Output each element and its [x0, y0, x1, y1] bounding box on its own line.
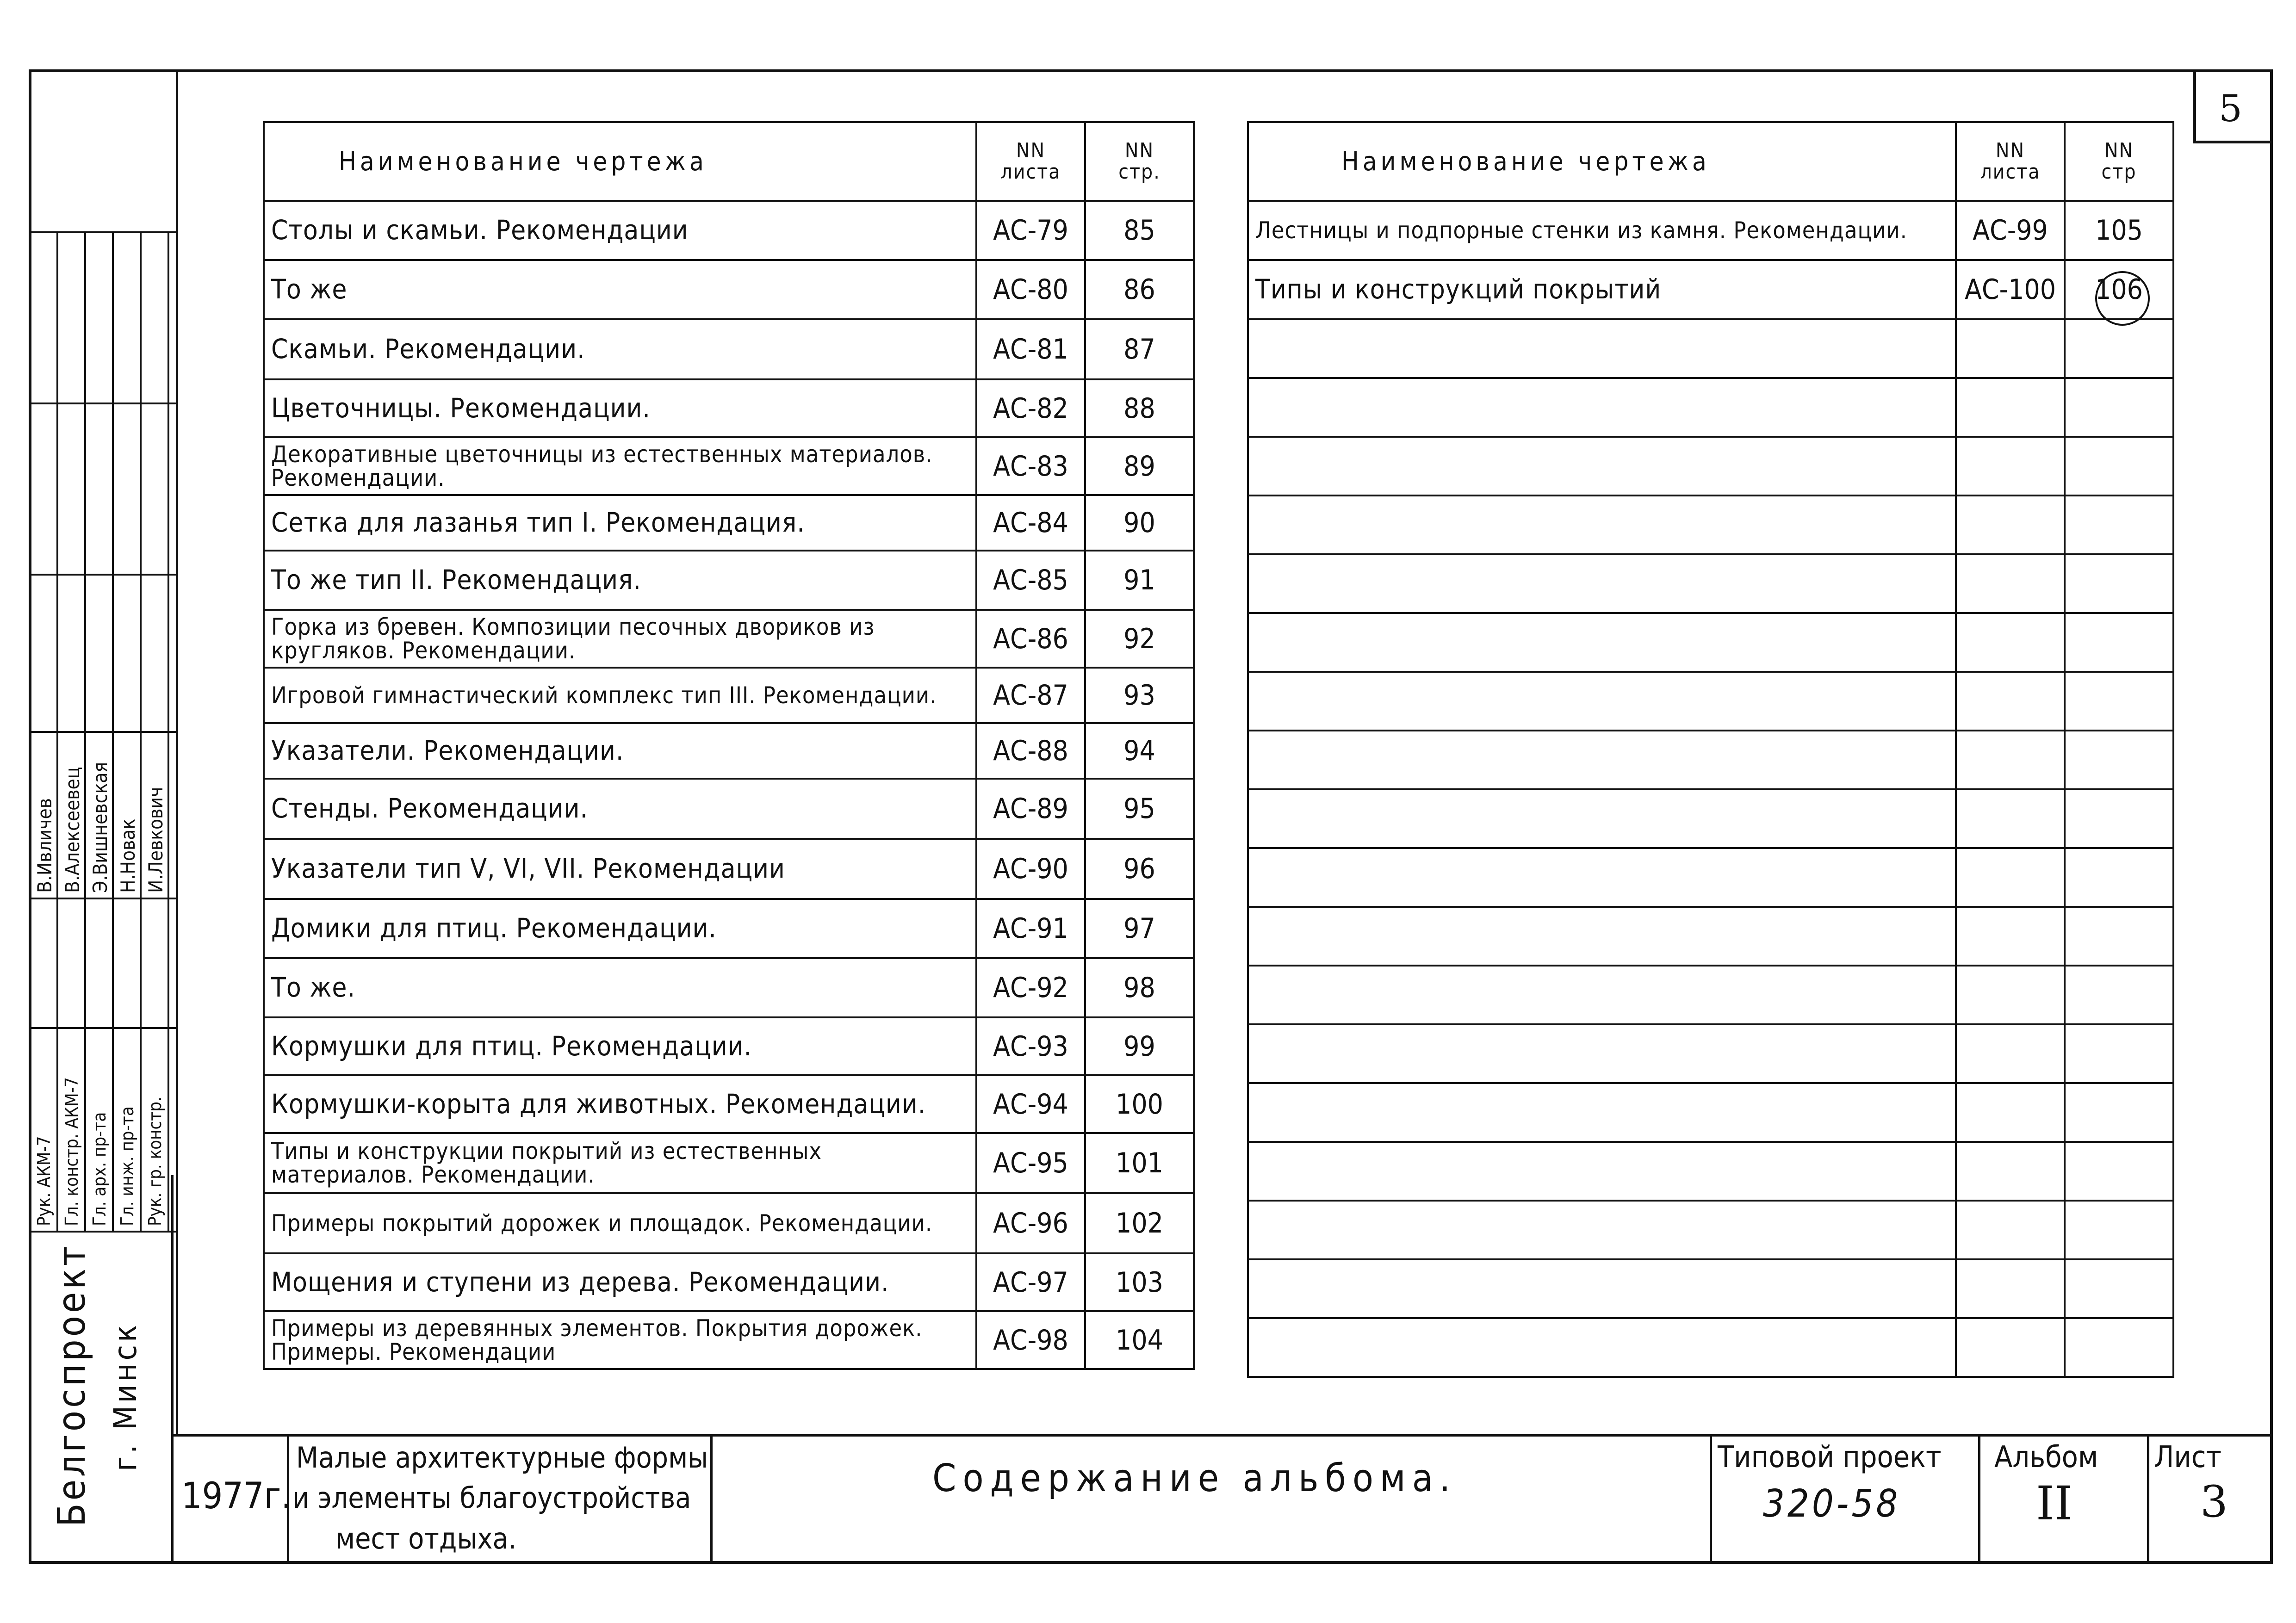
sheet-corner-number: 5	[2219, 87, 2242, 130]
table-row	[264, 1075, 1194, 1133]
approval-row-line	[29, 1231, 176, 1233]
organization-name: Белгоспроект	[50, 1243, 94, 1527]
page-number-cell: 91	[1085, 551, 1194, 610]
sheet-number-cell: АС-80	[976, 260, 1085, 319]
empty-cell	[1956, 496, 2065, 554]
empty-table-row	[1248, 731, 2173, 789]
empty-cell	[2065, 672, 2173, 731]
page-number-cell: 88	[1085, 379, 1194, 437]
empty-cell	[2065, 848, 2173, 907]
approval-row-line	[29, 898, 176, 899]
sheet-number-cell: АС-96	[976, 1193, 1085, 1253]
page-number-cell: 86	[1085, 260, 1194, 319]
empty-cell	[1956, 554, 2065, 613]
sheet-number-cell: АС-99	[1956, 201, 2065, 260]
table-row	[264, 723, 1194, 779]
empty-cell	[2065, 496, 2173, 554]
signature-name: Н.Новак	[117, 818, 139, 893]
empty-cell	[2065, 1024, 2173, 1083]
page-number-cell: 97	[1085, 899, 1194, 958]
sheet-number-cell: АС-81	[976, 319, 1085, 379]
signature-role: Рук. АКМ-7	[34, 1136, 54, 1226]
sheet-label: Лист	[2154, 1440, 2222, 1474]
sheet-number-cell: АС-86	[976, 610, 1085, 668]
table-row	[264, 1253, 1194, 1311]
album-number: II	[2036, 1476, 2073, 1530]
title-block-divider	[1710, 1434, 1712, 1564]
drawing-name: Примеры покрытий дорожек и площадок. Рекомендации.	[264, 1193, 976, 1253]
sheet-number-cell: АС-97	[976, 1253, 1085, 1311]
empty-table-row	[1248, 848, 2173, 907]
drawing-name: Примеры из деревянных элементов. Покрытия дорожек. Примеры. Рекомендации	[264, 1311, 976, 1369]
page-number-cell: 85	[1085, 201, 1194, 260]
page-number-cell: 99	[1085, 1017, 1194, 1075]
city-name: г. Минск	[107, 1322, 144, 1471]
standard-project-number: 320-58	[1763, 1482, 1901, 1526]
signature-role: Гл. инж. пр-та	[117, 1106, 137, 1226]
signature-name: И.Левкович	[144, 787, 167, 893]
page-number-cell: 87	[1085, 319, 1194, 379]
drawing-name: Цветочницы. Рекомендации.	[264, 379, 976, 437]
signature-name: В.Ивличев	[33, 798, 56, 893]
sheet-number-cell: АС-92	[976, 958, 1085, 1017]
table-row	[264, 319, 1194, 379]
sheet-number-cell: АС-100	[1956, 260, 2065, 319]
empty-cell	[2065, 907, 2173, 966]
page-number-cell: 104	[1085, 1311, 1194, 1369]
drawing-name: Скамьи. Рекомендации.	[264, 319, 976, 379]
empty-table-row	[1248, 907, 2173, 966]
empty-cell	[1248, 1024, 1956, 1083]
table-row	[264, 201, 1194, 260]
empty-cell	[1956, 1083, 2065, 1142]
page-number-cell: 90	[1085, 495, 1194, 551]
empty-cell	[1248, 1259, 1956, 1318]
empty-cell	[1248, 613, 1956, 672]
empty-cell	[1956, 613, 2065, 672]
empty-cell	[1248, 731, 1956, 789]
left-header-page-no: NN стр.	[1085, 122, 1194, 201]
page-number-cell: 94	[1085, 723, 1194, 779]
sheet-number-cell: АС-83	[976, 437, 1085, 495]
project-subject-line-2: и элементы благоустройства	[292, 1481, 691, 1515]
empty-cell	[2065, 1318, 2173, 1377]
sheet-number-cell: АС-79	[976, 201, 1085, 260]
empty-table-row	[1248, 319, 2173, 378]
right-header-sheet-no: NN листа	[1956, 122, 2065, 201]
empty-table-row	[1248, 437, 2173, 496]
table-row	[264, 1017, 1194, 1075]
empty-cell	[2065, 613, 2173, 672]
empty-cell	[1248, 554, 1956, 613]
page-number-cell: 100	[1085, 1075, 1194, 1133]
empty-cell	[1248, 907, 1956, 966]
sheet-number: 3	[2200, 1477, 2228, 1527]
empty-cell	[2065, 966, 2173, 1024]
empty-cell	[1248, 496, 1956, 554]
table-row	[264, 839, 1194, 899]
empty-table-row	[1248, 672, 2173, 731]
table-row	[1248, 201, 2173, 260]
table-row	[264, 495, 1194, 551]
page-number-cell: 92	[1085, 610, 1194, 668]
empty-table-row	[1248, 789, 2173, 848]
table-row	[264, 260, 1194, 319]
page-number-cell: 106	[2065, 260, 2173, 319]
table-row	[264, 437, 1194, 495]
empty-cell	[1956, 789, 2065, 848]
page-number-cell: 93	[1085, 668, 1194, 723]
empty-cell	[1956, 1024, 2065, 1083]
left-header-name: Наименование чертежа	[264, 122, 976, 201]
empty-cell	[1956, 1201, 2065, 1259]
title-block-divider	[171, 1175, 174, 1564]
page-number-cell: 98	[1085, 958, 1194, 1017]
sheet-number-cell: АС-89	[976, 779, 1085, 839]
table-row	[264, 668, 1194, 723]
drawing-name: Кормушки для птиц. Рекомендации.	[264, 1017, 976, 1075]
right-contents-table	[1247, 121, 2174, 1378]
page-number-cell: 96	[1085, 839, 1194, 899]
empty-cell	[1956, 672, 2065, 731]
drawing-name: Игровой гимнастический комплекс тип III. Рекомендации.	[264, 668, 976, 723]
empty-cell	[1956, 731, 2065, 789]
page-number-cell: 102	[1085, 1193, 1194, 1253]
empty-table-row	[1248, 496, 2173, 554]
project-subject-line-1: Малые архитектурные формы	[296, 1441, 708, 1474]
title-year: 1977г.	[181, 1475, 292, 1517]
signature-name: В.Алексеевец	[61, 767, 84, 893]
empty-cell	[2065, 437, 2173, 496]
sheet-number-cell: АС-88	[976, 723, 1085, 779]
table-row	[1248, 260, 2173, 319]
sheet-number-cell: АС-93	[976, 1017, 1085, 1075]
empty-cell	[1248, 672, 1956, 731]
empty-cell	[2065, 731, 2173, 789]
empty-cell	[1248, 437, 1956, 496]
table-row	[264, 1193, 1194, 1253]
empty-cell	[1956, 966, 2065, 1024]
sheet-number-cell: АС-94	[976, 1075, 1085, 1133]
drawing-name: Указатели тип V, VI, VII. Рекомендации	[264, 839, 976, 899]
sheet-number-cell: АС-90	[976, 839, 1085, 899]
empty-table-row	[1248, 1024, 2173, 1083]
empty-cell	[1956, 1259, 2065, 1318]
empty-cell	[2065, 554, 2173, 613]
right-header-name: Наименование чертежа	[1248, 122, 1956, 201]
title-block-divider	[2147, 1434, 2149, 1564]
binding-margin-line	[176, 69, 178, 1434]
drawing-name: Горка из бревен. Композиции песочных двориков из кругляков. Рекомендации.	[264, 610, 976, 668]
drawing-name: Типы и конструкций покрытий	[1248, 260, 1956, 319]
empty-table-row	[1248, 613, 2173, 672]
empty-cell	[1248, 789, 1956, 848]
title-block-divider	[1978, 1434, 1980, 1564]
empty-table-row	[1248, 1259, 2173, 1318]
drawing-name: Указатели. Рекомендации.	[264, 723, 976, 779]
signature-role: Рук. гр. констр.	[145, 1096, 165, 1226]
empty-cell	[1248, 1142, 1956, 1201]
signature-name: Э.Вишневская	[89, 762, 112, 893]
drawing-name: То же	[264, 260, 976, 319]
left-contents-table	[263, 121, 1195, 1370]
drawing-name: Домики для птиц. Рекомендации.	[264, 899, 976, 958]
empty-cell	[1248, 966, 1956, 1024]
approval-row-line	[29, 574, 176, 576]
table-row	[264, 1311, 1194, 1369]
table-row	[264, 958, 1194, 1017]
empty-cell	[1956, 1318, 2065, 1377]
empty-cell	[1248, 378, 1956, 437]
drawing-name: Лестницы и подпорные стенки из камня. Рекомендации.	[1248, 201, 1956, 260]
empty-cell	[1956, 1142, 2065, 1201]
empty-cell	[1956, 437, 2065, 496]
right-header-page-no: NN стр	[2065, 122, 2173, 201]
empty-cell	[2065, 378, 2173, 437]
drawing-name: Кормушки-корыта для животных. Рекомендации.	[264, 1075, 976, 1133]
empty-cell	[1956, 907, 2065, 966]
table-row	[264, 610, 1194, 668]
empty-cell	[2065, 319, 2173, 378]
page-number-circle-mark	[2095, 271, 2150, 326]
drawing-name: Декоративные цветочницы из естественных материалов. Рекомендации.	[264, 437, 976, 495]
empty-cell	[1956, 848, 2065, 907]
sheet-number-cell: АС-91	[976, 899, 1085, 958]
sheet-number-cell: АС-95	[976, 1133, 1085, 1193]
empty-table-row	[1248, 966, 2173, 1024]
approval-row-line	[29, 403, 176, 404]
empty-cell	[1248, 848, 1956, 907]
page-number-cell: 101	[1085, 1133, 1194, 1193]
empty-cell	[1248, 1318, 1956, 1377]
standard-project-label: Типовой проект	[1718, 1440, 1942, 1474]
empty-cell	[2065, 1142, 2173, 1201]
page-number-cell: 105	[2065, 201, 2173, 260]
sheet-number-cell: АС-87	[976, 668, 1085, 723]
table-row	[264, 899, 1194, 958]
approval-row-line	[29, 1027, 176, 1029]
empty-cell	[2065, 789, 2173, 848]
empty-cell	[2065, 1201, 2173, 1259]
title-block-divider	[710, 1434, 713, 1564]
drawing-name: Столы и скамьи. Рекомендации	[264, 201, 976, 260]
page-number-cell: 103	[1085, 1253, 1194, 1311]
empty-table-row	[1248, 1318, 2173, 1377]
page-number-cell: 95	[1085, 779, 1194, 839]
drawing-name: Мощения и ступени из дерева. Рекомендации.	[264, 1253, 976, 1311]
drawing-name: То же тип II. Рекомендация.	[264, 551, 976, 610]
drawing-name: Типы и конструкции покрытий из естественных материалов. Рекомендации.	[264, 1133, 976, 1193]
empty-cell	[1956, 319, 2065, 378]
drawing-name: Стенды. Рекомендации.	[264, 779, 976, 839]
title-block-top-line	[171, 1434, 2273, 1437]
empty-cell	[1248, 319, 1956, 378]
table-row	[264, 1133, 1194, 1193]
page-number-cell: 89	[1085, 437, 1194, 495]
empty-table-row	[1248, 554, 2173, 613]
empty-table-row	[1248, 378, 2173, 437]
empty-table-row	[1248, 1083, 2173, 1142]
drawing-name: То же.	[264, 958, 976, 1017]
album-label: Альбом	[1994, 1440, 2098, 1474]
table-row	[264, 379, 1194, 437]
empty-table-row	[1248, 1201, 2173, 1259]
signature-role: Гл. констр. АКМ-7	[62, 1077, 82, 1226]
signature-role: Гл. арх. пр-та	[89, 1112, 110, 1226]
empty-cell	[1956, 378, 2065, 437]
sheet-number-cell: АС-85	[976, 551, 1085, 610]
drawing-name: Сетка для лазанья тип I. Рекомендация.	[264, 495, 976, 551]
approval-row-line	[29, 231, 176, 233]
empty-cell	[1248, 1083, 1956, 1142]
approval-block	[29, 231, 176, 1231]
empty-cell	[2065, 1083, 2173, 1142]
table-row	[264, 779, 1194, 839]
empty-cell	[1248, 1201, 1956, 1259]
table-row	[264, 551, 1194, 610]
empty-cell	[2065, 1259, 2173, 1318]
sheet-title: Содержание альбома.	[932, 1456, 1457, 1500]
project-subject-line-3: мест отдыха.	[335, 1522, 517, 1555]
empty-table-row	[1248, 1142, 2173, 1201]
left-header-sheet-no: NN листа	[976, 122, 1085, 201]
sheet-number-cell: АС-98	[976, 1311, 1085, 1369]
sheet-number-cell: АС-84	[976, 495, 1085, 551]
approval-row-line	[29, 731, 176, 733]
sheet-number-cell: АС-82	[976, 379, 1085, 437]
